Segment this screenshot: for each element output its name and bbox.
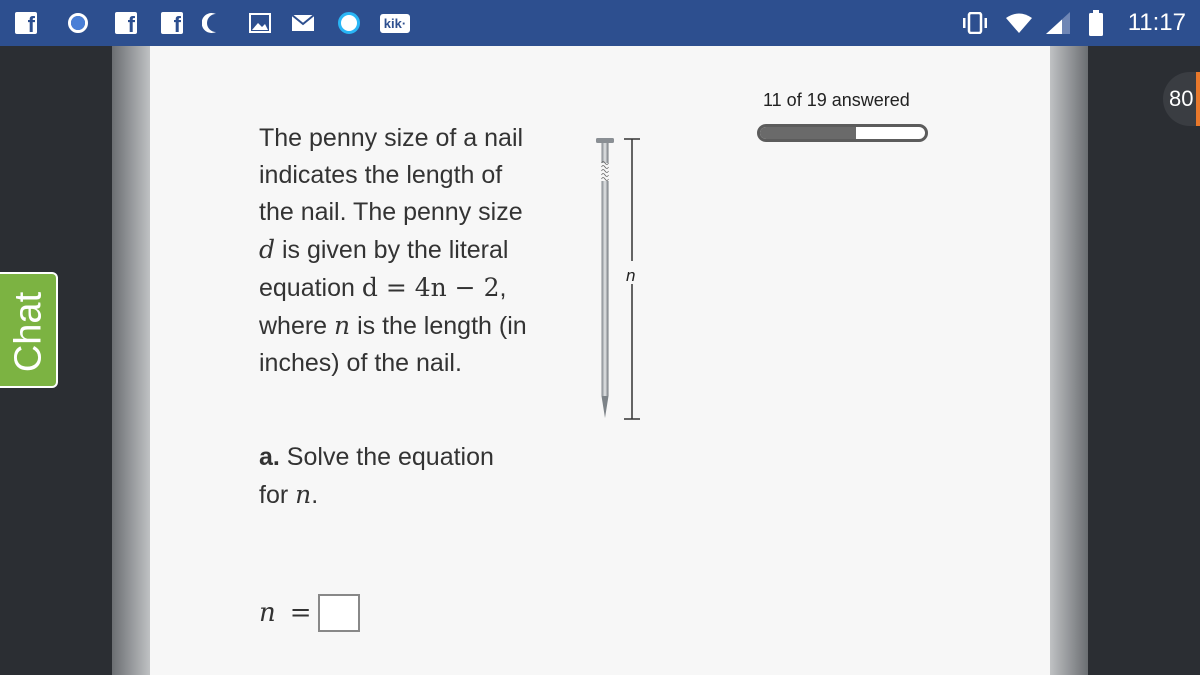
question-text-part: is given by the literal equation: [259, 236, 509, 302]
answer-variable: n: [259, 598, 276, 628]
side-badge-label: 80: [1169, 86, 1194, 111]
part-a-text: Solve the equation for: [259, 443, 494, 509]
chat-tab-label: Chat: [7, 291, 50, 373]
clock-time: 11:17: [1127, 9, 1186, 36]
math-variable-n: n: [295, 480, 312, 509]
battery-icon: [1086, 0, 1106, 46]
progress-label: 11 of 19 answered: [763, 90, 910, 110]
question-text: [259, 120, 529, 382]
question-text-part: , where: [259, 274, 507, 340]
side-badge-accent: [1196, 72, 1200, 126]
signal-icon: [1042, 0, 1074, 46]
part-a-suffix: .: [311, 481, 319, 509]
vibrate-icon: [960, 0, 990, 46]
progress-bar: [757, 124, 928, 142]
gmail-icon: [290, 0, 316, 46]
moon-icon: [200, 0, 224, 46]
facebook-icon: f: [14, 0, 38, 46]
math-variable-d: d: [259, 235, 276, 264]
kik-label: kik·: [380, 14, 410, 33]
part-a-prompt: [259, 438, 529, 514]
progress-bar-fill: [760, 127, 856, 139]
question-card: [150, 46, 1050, 675]
nail-icon: [596, 138, 614, 418]
question-text-part: is the length (in inches) of the nail.: [259, 312, 527, 377]
math-equation: d = 4n − 2: [361, 273, 500, 302]
circle-icon: [66, 0, 90, 46]
facebook-icon: f: [160, 0, 184, 46]
answer-equals: =: [289, 598, 312, 628]
length-dimension-line: [624, 139, 640, 419]
nail-figure: [590, 136, 680, 436]
chat-tab[interactable]: [0, 272, 58, 388]
answer-row: [259, 592, 360, 634]
ring-icon: [336, 0, 362, 46]
length-label: n: [626, 266, 636, 285]
image-icon: [248, 0, 272, 46]
kik-icon: [378, 0, 412, 46]
answer-input[interactable]: [318, 594, 360, 632]
facebook-icon: f: [114, 0, 138, 46]
math-variable-n: n: [334, 311, 351, 340]
right-gutter: [1050, 46, 1200, 675]
part-a-label: a.: [259, 443, 280, 471]
wifi-icon: [1004, 0, 1034, 46]
question-text-part: The penny size of a nail indicates the length of the nail. The penny size: [259, 124, 524, 226]
status-bar: [0, 0, 1200, 46]
